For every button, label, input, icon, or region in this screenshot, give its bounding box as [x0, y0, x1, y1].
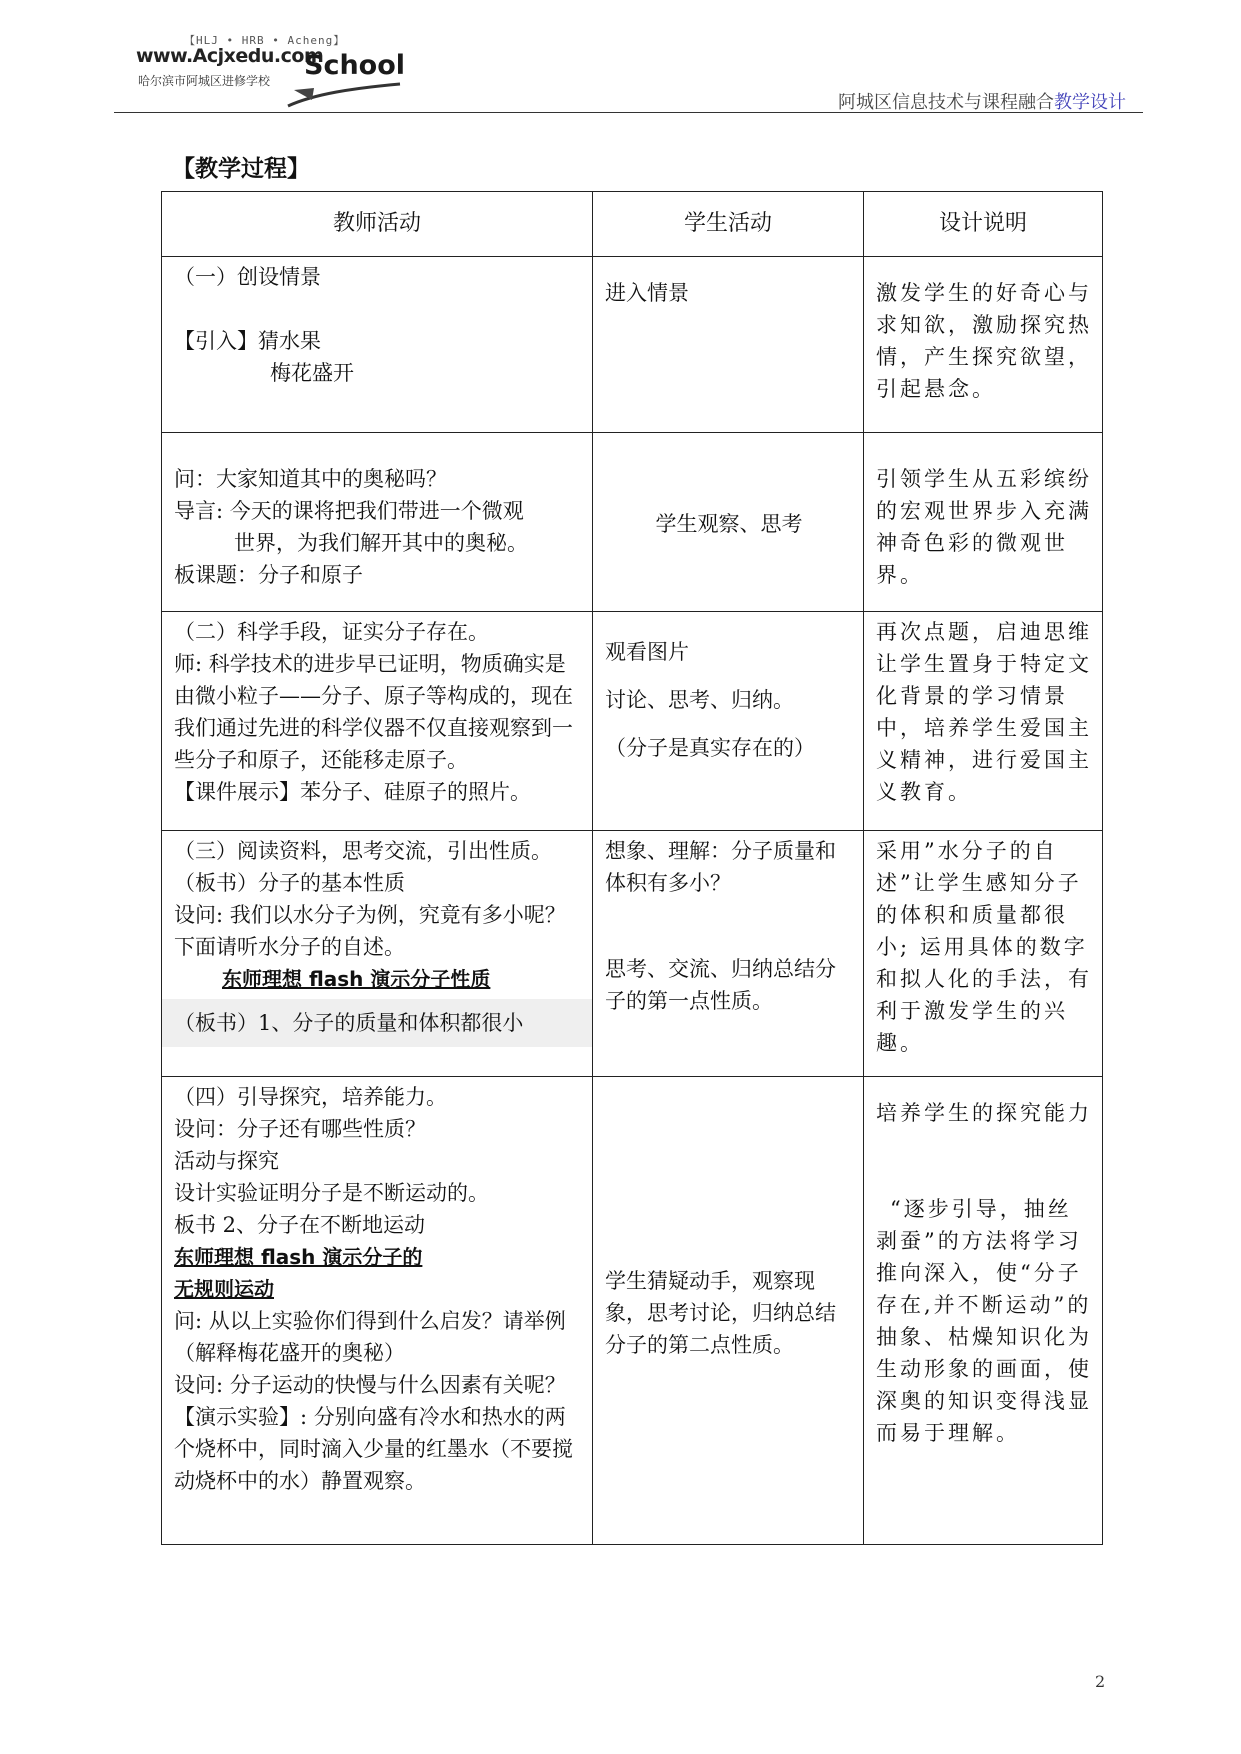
- student-line: 学生观察、思考: [655, 512, 803, 536]
- teacher-line: 板书 2、分子在不断地运动: [174, 1213, 426, 1237]
- teacher-line: 导言: 今天的课将把我们带进一个微观: [174, 499, 524, 523]
- teacher-line: 设问：分子还有哪些性质？: [174, 1117, 426, 1141]
- design-cell: [864, 433, 1103, 612]
- student-line: 思考、交流、归纳总结分子的第一点性质。: [605, 957, 836, 1013]
- student-line: （分子是真实存在的）: [605, 736, 815, 760]
- flash-demo-text[interactable]: 东师理想 flash 演示分子的: [174, 1245, 423, 1269]
- design-text: 引领学生从五彩缤纷的宏观世界步入充满神奇色彩的微观世界。: [876, 467, 1092, 587]
- logo-url: www.Acjxedu.com: [136, 45, 324, 67]
- student-cell: [593, 831, 864, 1077]
- student-cell: [593, 1077, 864, 1545]
- table-row: [162, 1077, 1103, 1545]
- design-text: 培养学生的探究能力: [876, 1101, 1092, 1125]
- table-row: [162, 433, 1103, 612]
- design-cell: [864, 612, 1103, 831]
- teacher-line: 世界，为我们解开其中的奥秘。: [234, 531, 528, 555]
- flash-demo-link[interactable]: [174, 1241, 582, 1273]
- teacher-line: 问: 从以上实验你们得到什么启发？请举例（解释梅花盛开的奥秘）: [174, 1309, 566, 1365]
- design-text: 再次点题，启迪思维让学生置身于特定文化背景的学习情景中，培养学生爱国主义精神，进行爱国主义教育。: [876, 620, 1092, 804]
- flash-demo-link[interactable]: [174, 963, 582, 995]
- design-cell: [864, 257, 1103, 433]
- teacher-cell: [162, 257, 593, 433]
- student-line: 观看图片: [605, 640, 689, 664]
- table-row: [162, 612, 1103, 831]
- teacher-line: 【引入】猜水果: [174, 329, 321, 353]
- flash-demo-text[interactable]: 无规则运动: [174, 1277, 274, 1301]
- design-cell: [864, 831, 1103, 1077]
- teacher-cell: [162, 433, 593, 612]
- teacher-line: 梅花盛开: [270, 361, 354, 385]
- school-logo: [136, 30, 406, 110]
- teacher-line: 【演示实验】: 分别向盛有冷水和热水的两个烧杯中，同时滴入少量的红墨水（不要搅动烧杯中的水）静置观察。: [174, 1405, 573, 1493]
- header-teacher: 教师活动: [162, 192, 593, 257]
- section-title: 【教学过程】: [172, 156, 310, 182]
- student-line: 学生猜疑动手，观察现象，思考讨论，归纳总结分子的第二点性质。: [605, 1268, 836, 1357]
- flash-demo-text[interactable]: 东师理想 flash 演示分子性质: [222, 967, 491, 991]
- logo-school-text: School: [304, 50, 406, 81]
- teacher-line: （二）科学手段，证实分子存在。: [174, 620, 489, 644]
- lesson-process-table: [161, 191, 1103, 1545]
- teacher-line: （板书）分子的基本性质: [174, 871, 405, 895]
- teacher-line: 【课件展示】苯分子、硅原子的照片。: [174, 780, 531, 804]
- header-title-prefix: 阿城区信息技术与课程融合: [838, 92, 1054, 113]
- design-text: “逐步引导，抽丝剥蚕”的方法将学习推向深入，使“分子存在,并不断运动”的抽象、枯燥知识化为生动形象的画面，使深奥的知识变得浅显而易于理解。: [876, 1197, 1092, 1445]
- board-note: [162, 999, 592, 1047]
- design-text: 采用”水分子的自述”让学生感知分子的体积和质量都很小; 运用具体的数字和拟人化的手法，有利于激发学生的兴趣。: [876, 839, 1092, 1055]
- design-cell: [864, 1077, 1103, 1545]
- teacher-line: （一）创设情景: [174, 265, 321, 289]
- spacer: [174, 293, 582, 325]
- teacher-line: 师: 科学技术的进步早已证明，物质确实是由微小粒子——分子、原子等构成的，现在我们通过先进的科学仪器不仅直接观察到一些分子和原子，还能移走原子。: [174, 652, 573, 772]
- page-number: 2: [1095, 1672, 1106, 1691]
- teacher-line: （板书）1、分子的质量和体积都很小: [174, 1011, 524, 1035]
- teacher-line: 设计实验证明分子是不断运动的。: [174, 1181, 489, 1205]
- header-rule: [114, 112, 1143, 113]
- student-cell: [593, 433, 864, 612]
- teacher-line: （三）阅读资料，思考交流，引出性质。: [174, 839, 552, 863]
- student-cell: [593, 612, 864, 831]
- table-row: [162, 831, 1103, 1077]
- header-student: 学生活动: [593, 192, 864, 257]
- header-title: [838, 88, 1126, 114]
- spacer: [876, 1129, 1092, 1193]
- flash-demo-link[interactable]: [174, 1273, 582, 1305]
- teacher-cell: [162, 612, 593, 831]
- student-line: 进入情景: [605, 281, 689, 305]
- teacher-line: （四）引导探究，培养能力。: [174, 1085, 447, 1109]
- teacher-line: 设问: 我们以水分子为例，究竟有多小呢？下面请听水分子的自述。: [174, 903, 566, 959]
- teacher-cell: [162, 1077, 593, 1545]
- design-text: 激发学生的好奇心与求知欲，激励探究热情，产生探究欲望，引起悬念。: [876, 281, 1092, 401]
- header-design: 设计说明: [864, 192, 1103, 257]
- teacher-line: 板课题：分子和原子: [174, 563, 363, 587]
- logo-subtitle: 哈尔滨市阿城区进修学校: [138, 74, 271, 88]
- teacher-line: 活动与探究: [174, 1149, 279, 1173]
- logo-tag: 【HLJ • HRB • Acheng】: [184, 34, 346, 47]
- table-header-row: [162, 192, 1103, 257]
- table-row: [162, 257, 1103, 433]
- student-line: 讨论、思考、归纳。: [605, 688, 794, 712]
- teacher-line: 问：大家知道其中的奥秘吗？: [174, 467, 447, 491]
- student-cell: [593, 257, 864, 433]
- teacher-line: 设问: 分子运动的快慢与什么因素有关呢？: [174, 1373, 566, 1397]
- spacer: [605, 899, 853, 953]
- header-title-highlight: 教学设计: [1054, 92, 1126, 113]
- pen-swoosh-icon: [284, 80, 404, 110]
- teacher-cell: [162, 831, 593, 1077]
- student-line: 想象、理解：分子质量和体积有多小？: [605, 839, 836, 895]
